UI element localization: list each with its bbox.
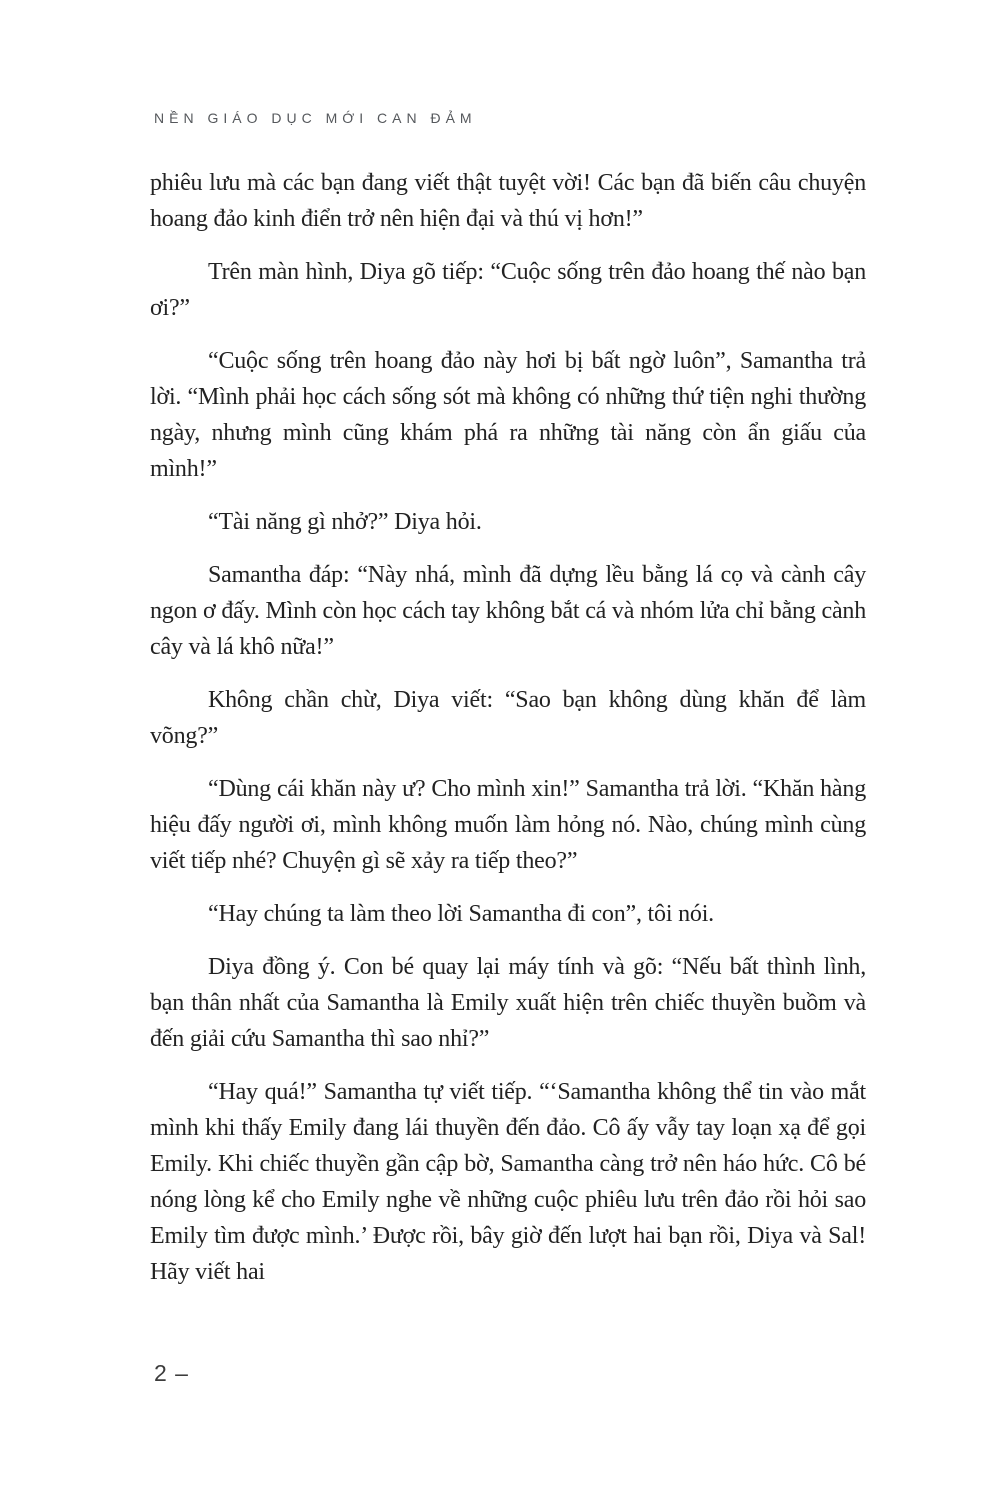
paragraph: Không chần chừ, Diya viết: “Sao bạn không dùng khăn để làm võng?”: [150, 687, 866, 749]
paragraph: Trên màn hình, Diya gõ tiếp: “Cuộc sống trên đảo hoang thế nào bạn ơi?”: [150, 259, 866, 321]
paragraph: Samantha đáp: “Này nhá, mình đã dựng lều bằng lá cọ và cành cây ngon ơ đấy. Mình còn học cách tay không bắt cá và nhóm lửa chỉ bằng cành cây và lá khô nữa!”: [150, 562, 866, 660]
paragraph: Diya đồng ý. Con bé quay lại máy tính và gõ: “Nếu bất thình lình, bạn thân nhất của Samantha là Emily xuất hiện trên chiếc thuyền buồm và đến giải cứu Samantha thì sao nhỉ?”: [150, 954, 866, 1052]
page-number: 2 –: [154, 1360, 189, 1386]
paragraph: “Cuộc sống trên hoang đảo này hơi bị bất ngờ luôn”, Samantha trả lời. “Mình phải học cách sống sót mà không có những thứ tiện nghi thường ngày, nhưng mình cũng khám phá ra những tài năng còn ẩn giấu của mình!”: [150, 348, 866, 482]
paragraph: “Hay chúng ta làm theo lời Samantha đi con”, tôi nói.: [208, 901, 714, 927]
paragraph: “Tài năng gì nhở?” Diya hỏi.: [208, 509, 482, 535]
running-header: NỀN GIÁO DỤC MỚI CAN ĐẢM: [154, 110, 477, 126]
paragraph: phiêu lưu mà các bạn đang viết thật tuyệt vời! Các bạn đã biến câu chuyện hoang đảo kinh điển trở nên hiện đại và thú vị hơn!”: [150, 170, 866, 232]
paragraph: “Dùng cái khăn này ư? Cho mình xin!” Samantha trả lời. “Khăn hàng hiệu đấy người ơi, mình không muốn làm hỏng nó. Nào, chúng mình cùng viết tiếp nhé? Chuyện gì sẽ xảy ra tiếp theo?”: [150, 776, 866, 874]
body-text: [150, 165, 866, 1290]
paragraph: “Hay quá!” Samantha tự viết tiếp. “‘Samantha không thể tin vào mắt mình khi thấy Emily đang lái thuyền đến đảo. Cô ấy vẫy tay loạn xạ để gọi Emily. Khi chiếc thuyền gần cập bờ, Samantha càng trở nên háo hức. Cô bé nóng lòng kể cho Emily nghe về những cuộc phiêu lưu trên đảo rồi hỏi sao Emily tìm được mình.’ Được rồi, bây giờ đến lượt hai bạn rồi, Diya và Sal! Hãy viết hai: [150, 1079, 866, 1285]
